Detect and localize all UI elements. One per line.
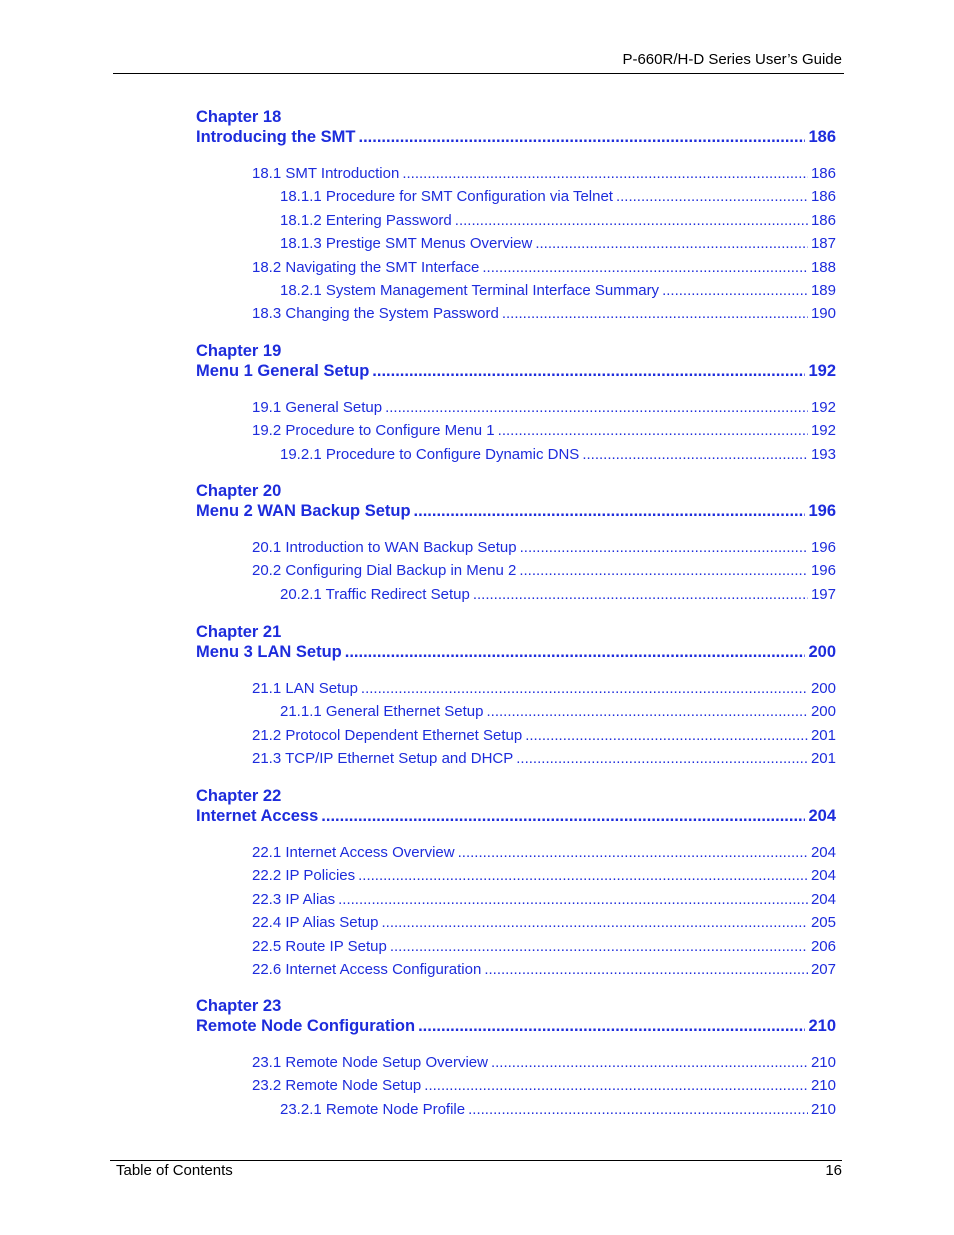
toc-entry-page-number: 204 [810,867,836,885]
toc-entry-page-number: 207 [810,961,836,978]
chapter-title-link[interactable] [196,807,836,827]
toc-entry-text: 21.1 LAN Setup [252,680,358,697]
chapter-title-text: Menu 3 LAN Setup [196,643,342,661]
toc-subsection-link[interactable] [280,212,836,231]
toc-entry-page-number: 188 [810,258,836,276]
toc-section-link[interactable] [252,1054,836,1073]
dot-leader [402,165,808,182]
toc-subsection-link[interactable] [280,1101,836,1120]
toc-section-link[interactable] [252,867,836,886]
toc-section-link[interactable] [252,680,836,699]
dot-leader [498,422,808,439]
dot-leader [338,891,808,908]
dot-leader [345,643,806,662]
running-header-title: P-660R/H-D Series User’s Guide [622,51,842,68]
toc-entry-page-number: 190 [810,305,836,323]
chapter-page-number: 192 [808,362,836,380]
toc-section-link[interactable] [252,938,836,957]
dot-leader [358,867,808,884]
chapter-title-text: Menu 2 WAN Backup Setup [196,502,411,520]
dot-leader [616,188,808,205]
dot-leader [486,703,807,720]
toc-section-link[interactable] [252,422,836,441]
chapter-title-text: Menu 1 General Setup [196,362,370,380]
toc-entry-page-number: 210 [810,1100,836,1118]
toc-section-link[interactable] [252,961,836,980]
dot-leader [491,1054,808,1071]
toc-entry-page-number: 186 [810,211,836,229]
toc-section-link[interactable] [252,750,836,769]
chapter-label[interactable]: Chapter 23 [196,997,282,1015]
dot-leader [535,235,808,252]
toc-entry-page-number: 192 [810,399,836,416]
toc-section-link[interactable] [252,539,836,558]
dot-leader [321,807,805,826]
toc-entry-page-number: 210 [810,1077,836,1095]
toc-entry-text: 18.1.1 Procedure for SMT Configuration via Telnet [280,188,613,206]
dot-leader [358,128,805,147]
toc-section-link[interactable] [252,165,836,184]
toc-entry-page-number: 200 [810,680,836,697]
toc-entry-page-number: 204 [810,890,836,908]
toc-section-link[interactable] [252,399,836,418]
toc-entry-text: 18.2.1 System Management Terminal Interface Summary [280,282,660,299]
toc-entry-page-number: 197 [810,585,836,603]
toc-entry-text: 18.2 Navigating the SMT Interface [252,258,480,276]
chapter-label[interactable]: Chapter 20 [196,482,282,500]
toc-entry-text: 18.1.3 Prestige SMT Menus Overview [280,235,533,253]
chapter-title-text: Remote Node Configuration [196,1017,416,1035]
toc-entry-page-number: 204 [810,844,836,861]
toc-entry-text: 23.2 Remote Node Setup [252,1077,422,1095]
dot-leader [385,399,808,416]
toc-entry-text: 22.2 IP Policies [252,867,356,885]
dot-leader [582,446,808,463]
dot-leader [519,562,808,579]
dot-leader [473,586,808,603]
chapter-label[interactable]: Chapter 19 [196,342,282,360]
dot-leader [414,502,806,521]
chapter-title-link[interactable] [196,502,836,522]
toc-section-link[interactable] [252,305,836,324]
toc-subsection-link[interactable] [280,703,836,722]
toc-entry-page-number: 193 [810,445,836,463]
dot-leader [455,212,808,229]
toc-section-link[interactable] [252,1077,836,1096]
toc-section-link[interactable] [252,562,836,581]
toc-section-link[interactable] [252,727,836,746]
toc-subsection-link[interactable] [280,235,836,254]
chapter-title-link[interactable] [196,1017,836,1037]
chapter-title-link[interactable] [196,362,836,382]
toc-entry-page-number: 206 [810,937,836,955]
toc-entry-text: 21.3 TCP/IP Ethernet Setup and DHCP [252,750,514,768]
chapter-page-number: 186 [808,128,836,146]
toc-subsection-link[interactable] [280,282,836,301]
dot-leader [361,680,808,697]
dot-leader [520,539,808,556]
chapter-title-link[interactable] [196,643,836,663]
toc-entry-page-number: 196 [810,562,836,580]
toc-entry-text: 19.2 Procedure to Configure Menu 1 [252,422,495,440]
dot-leader [525,727,808,744]
toc-entry-page-number: 189 [810,282,836,299]
toc-entry-text: 19.2.1 Procedure to Configure Dynamic DNS [280,445,580,463]
toc-entry-text: 22.1 Internet Access Overview [252,844,455,861]
toc-subsection-link[interactable] [280,188,836,207]
chapter-page-number: 200 [808,643,836,661]
toc-entry-page-number: 196 [810,539,836,556]
toc-entry-page-number: 200 [810,703,836,721]
toc-entry-page-number: 192 [810,422,836,440]
dot-leader [482,259,808,276]
toc-entry-text: 20.1 Introduction to WAN Backup Setup [252,539,517,556]
toc-subsection-link[interactable] [280,446,836,465]
dot-leader [502,305,808,322]
toc-section-link[interactable] [252,259,836,278]
toc-subsection-link[interactable] [280,586,836,605]
dot-leader [372,362,805,381]
dot-leader [381,914,807,931]
toc-entry-text: 20.2.1 Traffic Redirect Setup [280,585,470,603]
dot-leader [458,844,808,861]
toc-entry-page-number: 201 [810,750,836,768]
toc-entry-page-number: 186 [810,165,836,182]
dot-leader [516,750,808,767]
dot-leader [468,1101,808,1118]
toc-entry-page-number: 187 [810,235,836,253]
toc-section-link[interactable] [252,891,836,910]
chapter-page-number: 196 [808,502,836,520]
toc-entry-text: 23.1 Remote Node Setup Overview [252,1054,488,1071]
toc-entry-text: 18.1.2 Entering Password [280,211,452,229]
footer-section-name: Table of Contents [116,1162,233,1179]
toc-entry-text: 23.2.1 Remote Node Profile [280,1100,466,1118]
chapter-page-number: 204 [808,807,836,825]
dot-leader [662,282,808,299]
toc-entry-page-number: 210 [810,1054,836,1071]
toc-entry-page-number: 201 [810,726,836,744]
toc-entry-text: 18.1 SMT Introduction [252,165,400,182]
toc-entry-text: 19.1 General Setup [252,399,383,416]
toc-entry-text: 18.3 Changing the System Password [252,305,499,323]
footer-divider [110,1160,842,1161]
toc-entry-text: 21.2 Protocol Dependent Ethernet Setup [252,726,523,744]
chapter-title-link[interactable] [196,128,836,148]
chapter-page-number: 210 [808,1017,836,1035]
chapter-label[interactable]: Chapter 18 [196,108,282,126]
chapter-label[interactable]: Chapter 22 [196,787,282,805]
toc-entry-page-number: 186 [810,188,836,206]
dot-leader [390,938,808,955]
header-divider [113,73,844,74]
dot-leader [484,961,808,978]
chapter-title-text: Introducing the SMT [196,128,356,146]
chapter-label[interactable]: Chapter 21 [196,623,282,641]
footer-page-number: 16 [825,1162,842,1179]
toc-entry-text: 20.2 Configuring Dial Backup in Menu 2 [252,562,517,580]
toc-entry-page-number: 205 [810,914,836,932]
dot-leader [418,1017,805,1036]
toc-entry-text: 22.3 IP Alias [252,890,336,908]
dot-leader [424,1077,808,1094]
toc-section-link[interactable] [252,844,836,863]
chapter-title-text: Internet Access [196,807,319,825]
toc-entry-text: 21.1.1 General Ethernet Setup [280,703,484,721]
toc-entry-text: 22.5 Route IP Setup [252,937,387,955]
toc-entry-text: 22.6 Internet Access Configuration [252,961,482,978]
toc-entry-text: 22.4 IP Alias Setup [252,914,379,932]
toc-section-link[interactable] [252,914,836,933]
